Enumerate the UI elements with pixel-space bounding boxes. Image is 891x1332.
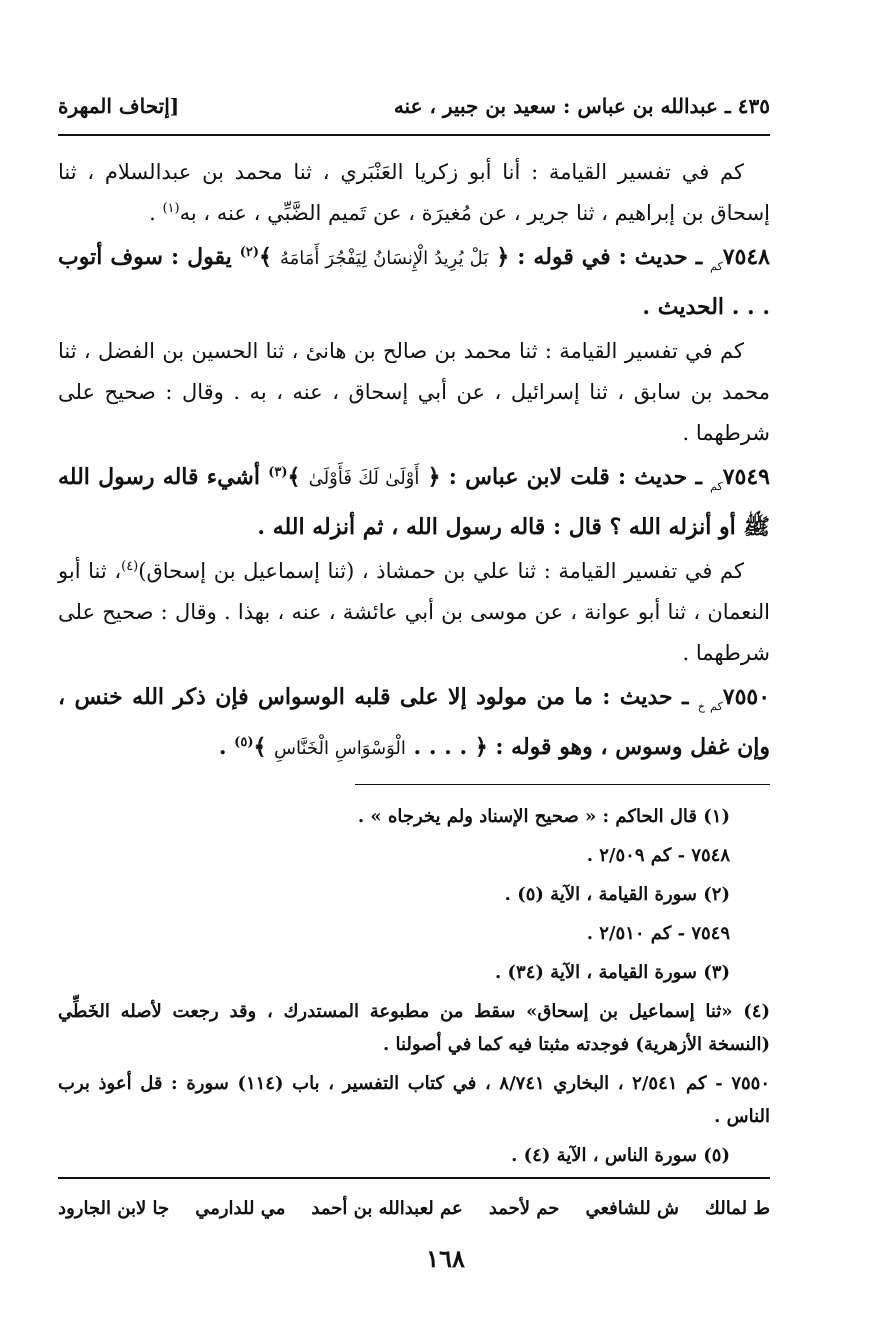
page-number: ١٦٨ [426,1244,465,1273]
header-divider [58,134,770,136]
footnote-ref: (٣) [268,465,288,480]
source-text: كم في تفسير القيامة : أنا أبو زكريا العَنْبَري ، ثنا محمد بن عبدالسلام ، ثنا إسحاق بن إبراهيم ، ثنا جرير ، عن مُغيرَة ، عن تَميم الضَّبِّي ، عنه ، به [58,160,770,225]
hadith-text: . [218,734,235,760]
sigla-item: حم لأحمد [488,1197,560,1219]
footnote-divider [355,784,770,785]
source-sign: كم خ [697,700,723,713]
hadith-text: ﴾ [259,244,280,270]
hadith-text: ﴾ [253,734,275,760]
hadith-text: ـ حديث : في قوله : ﴿ [488,244,711,270]
sigla-item: عم لعبدالله بن أحمد [311,1197,463,1219]
source-sign: كم [710,260,723,273]
bottom-divider [58,1177,770,1179]
quran-verse: الْوَسْوَاسِ الْخَنَّاسِ [274,738,406,759]
sigla-item: ط لمالك [705,1197,770,1219]
footnote-ref: (٥) [234,735,254,750]
hadith-text: أشيء قاله رسول الله ﷺ أو أنزله الله ؟ قال : قاله رسول الله ، ثم أنزله الله . [58,464,770,540]
footnote: ٧٥٤٨ - كم ٢/٥٠٩ . [586,845,730,866]
footnotes [58,800,770,1178]
source-paragraph-2 [58,331,770,454]
sigla-key [58,1192,770,1224]
sigla-item: جا لابن الجارود [58,1197,170,1219]
source-text-end: . [149,201,163,225]
source-text: ، ثنا أبو النعمان ، ثنا أبو عوانة ، عن موسى بن أبي عائشة ، عنه ، بهذا . وقال : صحيح على شرطهما . [58,559,770,665]
quran-verse: بَلْ يُرِيدُ الْإِنسَانُ لِيَفْجُرَ أَمَامَهُ [279,248,489,269]
source-paragraph-3 [58,551,770,674]
sigla-item: ش للشافعي [585,1197,679,1219]
footnote-ref: (٢) [239,245,260,260]
source-text: كم في تفسير القيامة : ثنا محمد بن صالح بن هانئ ، ثنا الحسين بن الفضل ، ثنا محمد بن سابق ، ثنا إسرائيل ، عن أبي إسحاق ، عنه ، به . وقال : صحيح على شرطهما . [58,339,770,445]
hadith-text: يقول : سوف أتوب . . . الحديث . [58,244,770,320]
footnote: (٢) سورة القيامة ، الآية (٥) . [504,884,730,905]
footnote: ٧٥٥٠ - كم ٢/٥٤١ ، البخاري ٨/٧٤١ ، في كتاب التفسير ، باب (١١٤) سورة : قل أعوذ برب الناس . [58,1073,770,1127]
footnote: (٤) «ثنا إسماعيل بن إسحاق» سقط من مطبوعة المستدرك ، وقد رجعت لأصله الخَطِّي (النسخة الأزهرية) فوجدته مثبتا فيه كما في أصولنا . [58,1001,770,1055]
footnote: (٣) سورة القيامة ، الآية (٣٤) . [494,962,730,983]
hadith-text: ﴾ [287,464,309,490]
hadith-text: ـ حديث : قلت لابن عباس : ﴿ [419,464,711,490]
footnote-ref: (٤) [121,559,139,574]
footnote: (١) قال الحاكم : « صحيح الإسناد ولم يخرجاه » . [357,806,730,827]
main-text [58,152,770,772]
source-text: كم في تفسير القيامة : ثنا علي بن حمشاذ ، (ثنا إسماعيل بن إسحاق) [138,559,744,583]
source-paragraph-1 [58,152,770,234]
source-sign: كم [710,480,723,493]
footnote: ٧٥٤٩ - كم ٢/٥١٠ . [586,923,730,944]
hadith-7549 [58,457,770,548]
footnote: (٥) سورة الناس ، الآية (٤) . [511,1145,730,1166]
hadith-number: ٧٥٤٩ [722,464,770,490]
hadith-text: ـ حديث : ما من مولود إلا على قلبه الوسواس فإن ذكر الله خنس ، وإن غفل وسوس ، وهو قوله : ﴿ . . . . [58,684,770,760]
header-title: ٤٣٥ ـ عبدالله بن عباس : سعيد بن جبير ، عنه [393,94,770,118]
footnote-ref: (١) [162,201,180,216]
hadith-number: ٧٥٤٨ [722,244,770,270]
hadith-number: ٧٥٥٠ [722,684,771,710]
running-header [58,88,770,124]
quran-verse: أَوْلَىٰ لَكَ فَأَوْلَىٰ [308,468,420,489]
hadith-7550 [58,677,770,769]
sigla-item: مي للدارمي [195,1197,286,1219]
header-book-title: [إتحاف المهرة [58,94,180,118]
hadith-7548 [58,237,770,328]
